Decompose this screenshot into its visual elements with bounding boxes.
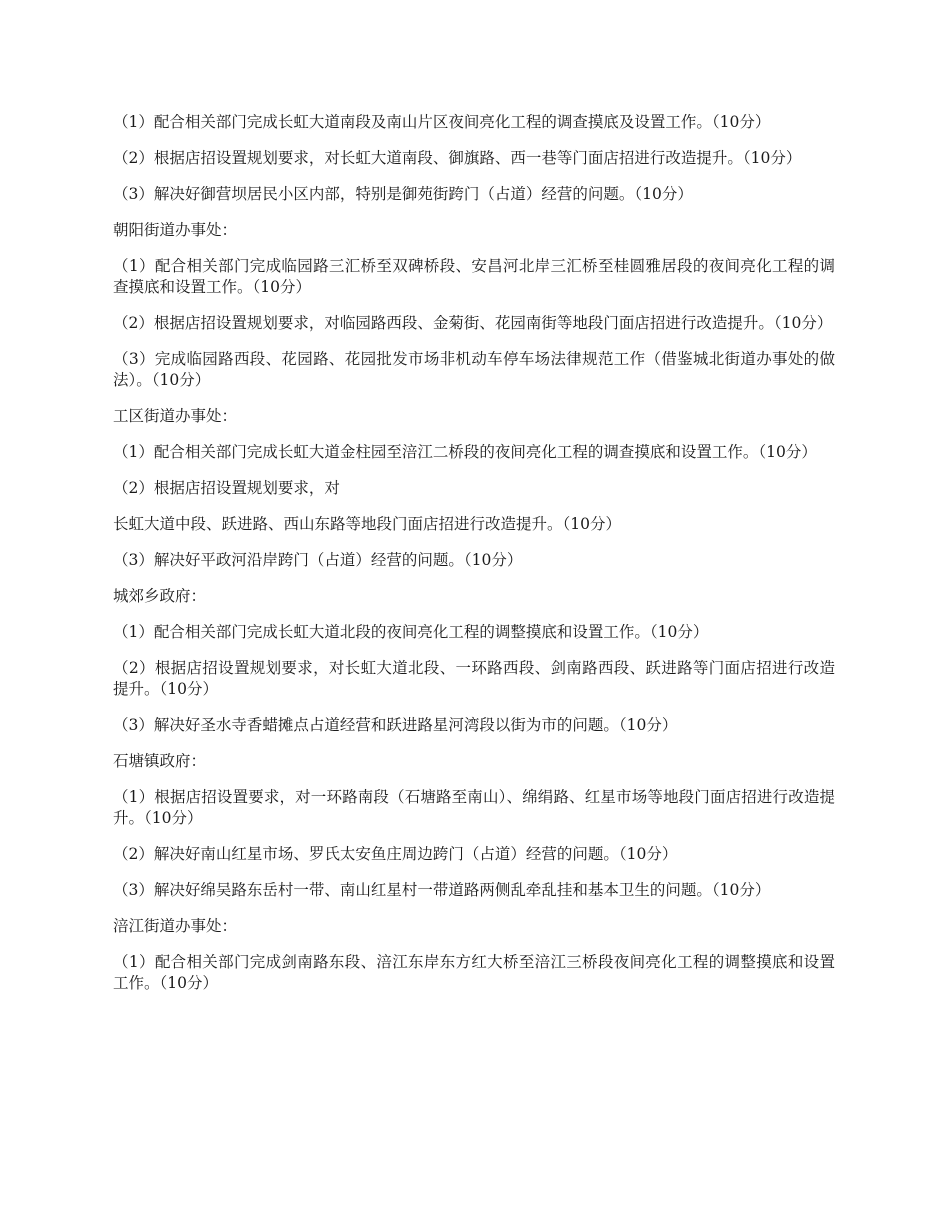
paragraph: （2）根据店招设置规划要求，对临园路西段、金菊街、花园南街等地段门面店招进行改造提升。（10分） <box>113 314 833 332</box>
paragraph: （2）根据店招设置规划要求，对长虹大道南段、御旗路、西一巷等门面店招进行改造提升。（10分） <box>113 149 802 167</box>
paragraph: （2）解决好南山红星市场、罗氏太安鱼庄周边跨门（占道）经营的问题。（10分） <box>113 845 678 863</box>
section-heading: 朝阳街道办事处： <box>113 221 238 239</box>
paragraph: （3）解决好绵吴路东岳村一带、南山红星村一带道路两侧乱牵乱挂和基本卫生的问题。（10分） <box>113 881 771 899</box>
section-heading: 涪江街道办事处： <box>113 917 238 935</box>
paragraph: （1）配合相关部门完成剑南路东段、涪江东岸东方红大桥至涪江三桥段夜间亮化工程的调整摸底和设置工作。（10分） <box>113 953 835 992</box>
section-heading: 石塘镇政府： <box>113 752 207 770</box>
section-heading: 城郊乡政府： <box>113 587 207 605</box>
paragraph: （3）解决好御营坝居民小区内部，特别是御苑街跨门（占道）经营的问题。（10分） <box>113 185 693 203</box>
paragraph: （2）根据店招设置规划要求，对长虹大道北段、一环路西段、剑南路西段、跃进路等门面店招进行改造提升。（10分） <box>113 659 835 698</box>
section-heading: 工区街道办事处： <box>113 407 238 425</box>
paragraph: （2）根据店招设置规划要求，对 <box>113 479 340 497</box>
paragraph: （3）解决好平政河沿岸跨门（占道）经营的问题。（10分） <box>113 551 523 569</box>
paragraph: （1）配合相关部门完成长虹大道金柱园至涪江二桥段的夜间亮化工程的调查摸底和设置工作。（10分） <box>113 443 817 461</box>
paragraph: （1）配合相关部门完成长虹大道南段及南山片区夜间亮化工程的调查摸底及设置工作。（10分） <box>113 113 771 131</box>
paragraph: 长虹大道中段、跃进路、西山东路等地段门面店招进行改造提升。（10分） <box>113 515 621 533</box>
paragraph: （3）完成临园路西段、花园路、花园批发市场非机动车停车场法律规范工作（借鉴城北街道办事处的做法）。（10分） <box>113 350 835 389</box>
paragraph: （3）解决好圣水寺香蜡摊点占道经营和跃进路星河湾段以街为市的问题。（10分） <box>113 716 678 734</box>
document-page <box>113 112 835 1009</box>
paragraph: （1）配合相关部门完成长虹大道北段的夜间亮化工程的调整摸底和设置工作。（10分） <box>113 623 709 641</box>
paragraph: （1）根据店招设置要求，对一环路南段（石塘路至南山）、绵绢路、红星市场等地段门面店招进行改造提升。（10分） <box>113 788 835 827</box>
paragraph: （1）配合相关部门完成临园路三汇桥至双碑桥段、安昌河北岸三汇桥至桂圆雅居段的夜间亮化工程的调查摸底和设置工作。（10分） <box>113 257 835 296</box>
